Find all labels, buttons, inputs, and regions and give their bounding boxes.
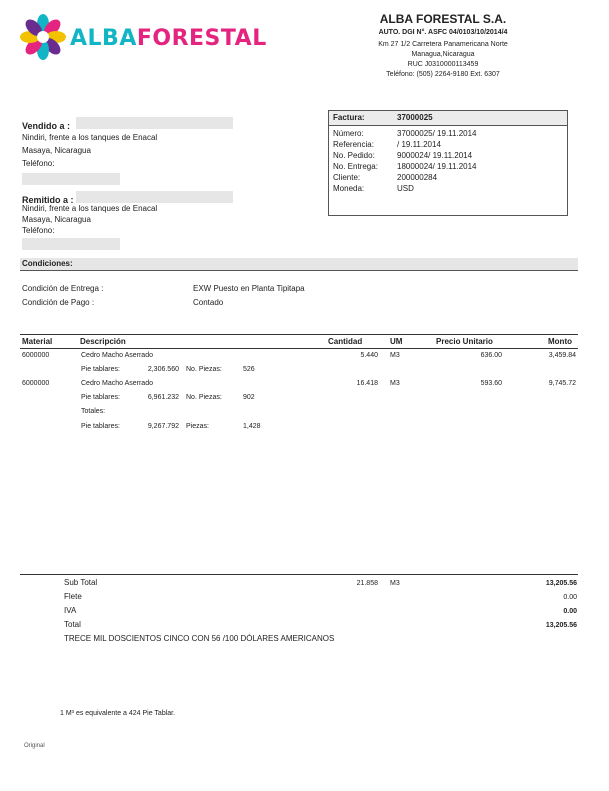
total-label: Total [64, 620, 81, 629]
invoice-detail-value: 200000284 [397, 173, 438, 182]
conditions-header [20, 258, 578, 271]
col-unit-price: Precio Unitario [436, 337, 493, 346]
company-logo [20, 14, 267, 60]
company-auth: AUTO. DGI N°. ASFC 04/0103/10/2014/4 [378, 29, 508, 36]
invoice-detail-row [329, 162, 567, 173]
invoice-header [329, 111, 567, 126]
company-address1: Km 27 1/2 Carretera Panamericana Norte [378, 41, 508, 48]
sold-to-line1: Nindiri, frente a los tanques de Enacal [22, 133, 158, 142]
ship-to-line1: Nindiri, frente a los tanques de Enacal [22, 204, 158, 213]
invoice-label: Factura: [333, 113, 365, 122]
pieces-value-cell: 902 [243, 394, 255, 401]
ship-to-line2: Masaya, Nicaragua [22, 215, 91, 224]
quantity-cell: 5.440 [360, 352, 378, 359]
ship-to-redacted-2 [22, 238, 120, 250]
pie-label-cell: Pie tablares: [81, 394, 120, 401]
company-address2: Managua,Nicaragua [411, 51, 475, 58]
invoice-detail-value: 37000025/ 19.11.2014 [397, 129, 477, 138]
invoice-detail-row [329, 173, 567, 184]
pie-label-cell: Pie tablares: [81, 366, 120, 373]
freight-label: Flete [64, 592, 82, 601]
ship-to-phone: Teléfono: [22, 226, 55, 235]
invoice-detail-key: Referencia: [333, 140, 374, 149]
subtotal-um: M3 [390, 580, 400, 587]
sold-to-label: Vendido a : [22, 121, 71, 131]
totals-pcs-value: 1,428 [243, 423, 261, 430]
invoice-detail-key: Moneda: [333, 184, 365, 193]
um-cell: M3 [390, 352, 400, 359]
col-material: Material [22, 337, 53, 346]
logo-text-alba: ALBA [70, 26, 137, 51]
table-row [20, 352, 578, 380]
pie-value-cell: 2,306.560 [147, 366, 179, 373]
amount-cell: 9,745.72 [548, 380, 576, 387]
col-description: Descripción [80, 337, 126, 346]
invoice-detail-row [329, 140, 567, 151]
invoice-detail-row [329, 151, 567, 162]
sold-to-line2: Masaya, Nicaragua [22, 146, 91, 155]
company-info [343, 12, 543, 78]
um-cell: M3 [390, 380, 400, 387]
invoice-details [329, 126, 567, 195]
tax-label: IVA [64, 606, 77, 615]
delivery-condition-value: EXW Puesto en Planta Tipitapa [193, 284, 305, 293]
invoice-detail-value: / 19.11.2014 [397, 140, 441, 149]
invoice-box [328, 110, 568, 216]
unit-price-cell: 636.00 [480, 352, 502, 359]
col-amount: Monto [548, 337, 572, 346]
invoice-detail-key: No. Entrega: [333, 162, 378, 171]
invoice-number: 37000025 [397, 113, 433, 122]
summary-top-rule [20, 574, 578, 575]
flower-icon [20, 14, 66, 60]
description-cell: Cedro Macho Aserrado [81, 352, 153, 359]
ship-to-redacted [76, 191, 233, 203]
amount-cell: 3,459.84 [548, 352, 576, 359]
totals-pie-label: Pie tablares: [81, 423, 120, 430]
subtotal-label: Sub Total [64, 578, 98, 587]
total-value: 13,205.56 [545, 622, 577, 629]
payment-condition-label: Condición de Pago : [22, 298, 95, 307]
company-ruc: RUC J0310000113459 [407, 61, 479, 68]
subtotal-value: 13,205.56 [545, 580, 577, 587]
pie-value-cell: 6,961.232 [147, 394, 179, 401]
conversion-note: 1 M³ es equivalente a 424 Pie Tablar. [60, 710, 176, 717]
pieces-label-cell: No. Piezas: [186, 394, 222, 401]
invoice-detail-key: No. Pedido: [333, 151, 375, 160]
pieces-label-cell: No. Piezas: [186, 366, 222, 373]
table-row [20, 380, 578, 408]
items-list [20, 352, 578, 408]
material-cell: 6000000 [22, 352, 50, 359]
invoice-detail-key: Número: [333, 129, 364, 138]
sold-to-phone: Teléfono: [22, 159, 55, 168]
col-quantity: Cantidad [328, 337, 363, 346]
subtotal-quantity: 21.858 [356, 580, 378, 587]
col-um: UM [390, 337, 403, 346]
totals-label: Totales: [81, 408, 106, 415]
freight-value: 0.00 [563, 594, 577, 601]
sold-to-section [22, 116, 252, 185]
table-header-rule [20, 348, 578, 349]
quantity-cell: 16.418 [356, 380, 378, 387]
delivery-condition-label: Condición de Entrega : [22, 284, 104, 293]
invoice-detail-row [329, 184, 567, 195]
totals-pie-value: 9,267.792 [147, 423, 179, 430]
original-label: Original [24, 743, 45, 749]
company-phone: Teléfono: (505) 2264-9180 Ext. 6307 [386, 71, 500, 78]
totals-pcs-label: Piezas: [186, 423, 209, 430]
pieces-value-cell: 526 [243, 366, 255, 373]
tax-value: 0.00 [563, 608, 577, 615]
payment-condition-value: Contado [193, 298, 224, 307]
ship-to-label: Remitido a : [22, 195, 74, 205]
invoice-detail-value: USD [397, 184, 414, 193]
sold-to-redacted-2 [22, 173, 120, 185]
conditions-title: Condiciones: [22, 259, 73, 268]
table-top-rule [20, 334, 578, 335]
amount-in-words: TRECE MIL DOSCIENTOS CINCO CON 56 /100 DÓLARES AMERICANOS [64, 634, 335, 643]
material-cell: 6000000 [22, 380, 50, 387]
invoice-detail-row [329, 129, 567, 140]
invoice-detail-value: 9000024/ 19.11.2014 [397, 151, 473, 160]
ship-to-section [22, 190, 252, 250]
sold-to-redacted [76, 117, 233, 129]
invoice-detail-key: Cliente: [333, 173, 361, 182]
invoice-detail-value: 18000024/ 19.11.2014 [397, 162, 477, 171]
company-name: ALBA FORESTAL S.A. [379, 12, 507, 26]
unit-price-cell: 593.60 [480, 380, 502, 387]
logo-text-forestal: FORESTAL [136, 26, 267, 51]
description-cell: Cedro Macho Aserrado [81, 380, 153, 387]
